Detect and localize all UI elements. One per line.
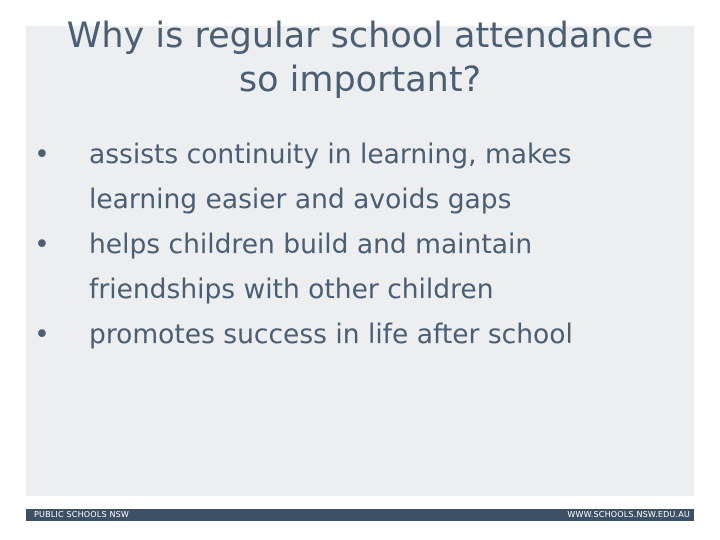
bullet-marker-icon: • — [34, 229, 50, 260]
slide-title-line-2: so important? — [238, 60, 482, 100]
bullet-marker-icon: • — [34, 139, 50, 170]
footer-bar — [26, 509, 694, 521]
bullet-line: helps children build and maintain — [89, 229, 533, 260]
bullet-text — [89, 132, 672, 222]
bullet-line: learning easier and avoids gaps — [89, 184, 512, 215]
footer-brand-label: PUBLIC SCHOOLS NSW — [34, 510, 130, 519]
bullet-line: assists continuity in learning, makes — [89, 139, 572, 170]
bullet-marker-icon: • — [34, 319, 50, 350]
bullet-line: friendships with other children — [89, 274, 494, 305]
bullet-line: promotes success in life after school — [89, 319, 573, 350]
bullet-text — [89, 312, 672, 357]
bullet-item-friendships — [32, 222, 672, 312]
bullet-item-continuity — [32, 132, 672, 222]
footer-website-link[interactable]: WWW.SCHOOLS.NSW.EDU.AU — [567, 510, 690, 519]
slide-title — [0, 14, 720, 102]
bullet-item-success — [32, 312, 672, 357]
bullet-list — [32, 132, 672, 357]
bullet-text — [89, 222, 672, 312]
slide-title-line-1: Why is regular school attendance — [66, 16, 654, 56]
